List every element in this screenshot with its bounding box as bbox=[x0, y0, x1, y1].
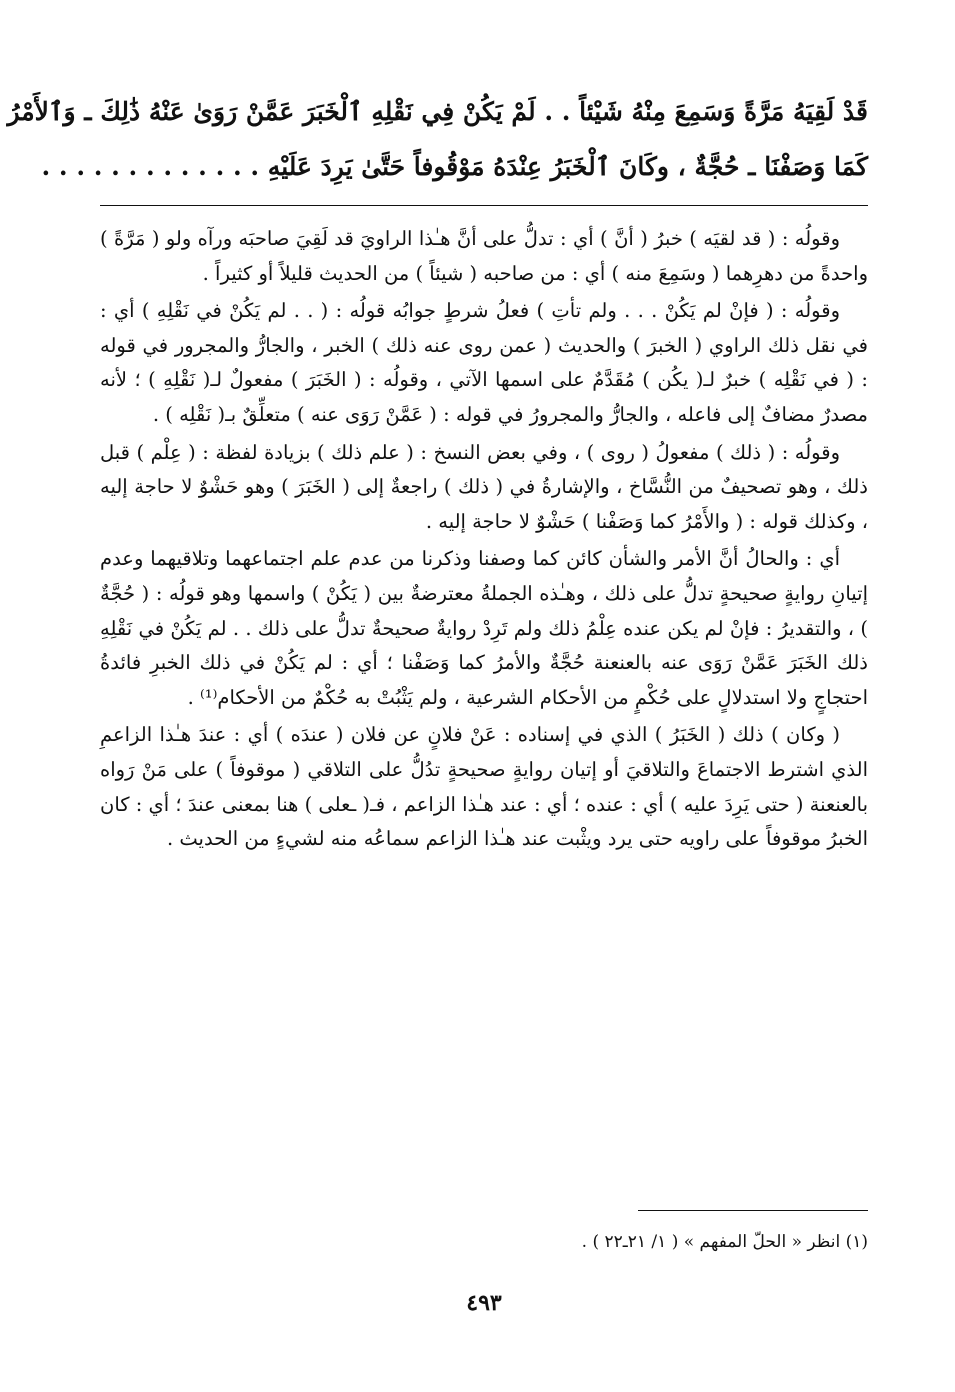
commentary-paragraph-3: وقولُه : ( ذلك ) مفعولُ ( روى ) ، وفي بعض النسخ : ( علم ذلك ) بزيادة لفظة : ( عِلْم ) قبل ذلك ، وهو تصحيفٌ من النُّسَّاخ ، والإشارةُ في ( ذلك ) راجعةٌ إلى ( الخَبَرَ ) وهو حَشْوٌ لا حاجة إليه ، وكذلك قوله : ( والأَمْرُ كما وَصَفْنا ) حَشْوٌ لا حاجة إليه . bbox=[100, 440, 868, 533]
commentary-paragraph-4: أي : والحالُ أنَّ الأمر والشأن كائن كما وصفنا وذكرنا من عدم علم اجتماعهما وتلاقيهما وعدم إتيانِ روايةٍ صحيحةٍ تدلُّ على ذلك ، وهـٰذه الجملةُ معترضةٌ بين ( يَكُنْ ) واسمها وهو قولُه : ( حُجَّةٌ ) ، والتقديرُ : فإنْ لم يكن عنده عِلْمُ ذلك ولم تَرِدْ روايةٌ صحيحةٌ تدلُّ على ذلك . . لم يَكُنْ في نَقْلِهِ ذلك الخَبَرَ عَمَّنْ رَوَى عنه بالعنعنة حُجَّةٌ والأمرُ كما وَصَفْنا ؛ أي : لم يَكُنْ في ذلك الخبرِ فائدةُ احتجاجٍ ولا استدلالٍ على حُكْمٍ من الأحكام الشرعية ، ولم يَثْبُتْ به حُكْمٌ من الأحكام⁽¹⁾ . bbox=[100, 547, 868, 709]
commentary-paragraph-5: ( وكان ) ذلك ( الخَبَرُ ) الذي في إسناده : عَنْ فلانٍ عن فلان ( عندَه ) أي : عندَ هـٰذا الزاعمِ الذي اشترط الاجتماعَ والتلاقيَ أو إتيان روايةٍ صحيحةٍ تدُلُّ على التلاقي ( موقوفاً ) على مَنْ رَواه بالعنعنة ( حتى يَرِدَ عليه ) أي : عنده ؛ أي : عند هـٰذا الزاعم ، فـ( ـعلى ) هنا بمعنى عندَ ؛ أي : كان الخبرُ موقوفاً على راويه حتى يرد ويثْبت عند هـٰذا الزاعم سماعُه منه لشيءٍ من الحديث . bbox=[100, 723, 868, 851]
footnote-divider bbox=[638, 1210, 868, 1211]
footnote: (١) انظر « الحلّ المفهم » ( ١/ ٢١ـ٢٢ ) . bbox=[581, 1232, 868, 1252]
book-page bbox=[7, 0, 868, 1392]
commentary-paragraph-2: وقولُه : ( فإنْ لم يَكُنْ . . . ولم تأتِ ) فعلُ شرطٍ جوابُه قولُه : ( . . لم يَكُنْ في نَقْلِهِ ) أي : في نقل ذلك الراوي ( الخبرَ ) والحديث ( عمن روى عنه ذلك ) الخبر ، والجارُّ والمجرور في قوله : ( في نَقْلِه ) خبرٌ لـ( يكُن ) مُقَدَّمٌ على اسمها الآتي ، وقولُه : ( الخَبَرَ ) مفعولٌ لـ( نَقْلِهِ ) ؛ لأنه مصدرٌ مضافٌ إلى فاعله ، والجارُّ والمجرورُ في قوله : ( عَمَّنْ رَوَى عنه ) متعلِّقٌ بـ( نَقْلِه ) . bbox=[100, 299, 868, 426]
commentary-paragraph-1: وقولُه : ( قد لقيَه ) خبرُ ( أنَّ ) أي : تدلُّ على أنَّ هـٰذا الراويَ قد لَقِيَ صاحبَه ورآه ولو ( مَرَّةً ) واحدةً من دهرِهما ( وسَمِعَ منه ) أي : من صاحبه ( شيئاً ) من الحديث قليلاً أو كثيراً . bbox=[100, 227, 868, 285]
matn-text bbox=[7, 84, 868, 194]
matn-divider bbox=[100, 205, 868, 206]
matn-line-2: كَمَا وَصَفْنَا ـ حُجَّةٌ ، وكَانَ ٱلْخَبَرُ عِنْدَهُ مَوْقُوفاً حَتَّىٰ يَرِدَ عَلَيْهِ . . . . . . . . . . . . . bbox=[41, 152, 868, 181]
matn-line-1: قَدْ لَقِيَهُ مَرَّةً وَسَمِعَ مِنْهُ شَيْئاً . . لَمْ يَكُنْ فِي نَقْلِهِ ٱلْخَبَرَ عَمَّنْ رَوَىٰ عَنْهُ ذَٰلِكَ ـ وَٱلأَمْرُ bbox=[7, 97, 868, 126]
commentary bbox=[100, 222, 868, 857]
page-number: ٤٩٣ bbox=[466, 1290, 502, 1316]
